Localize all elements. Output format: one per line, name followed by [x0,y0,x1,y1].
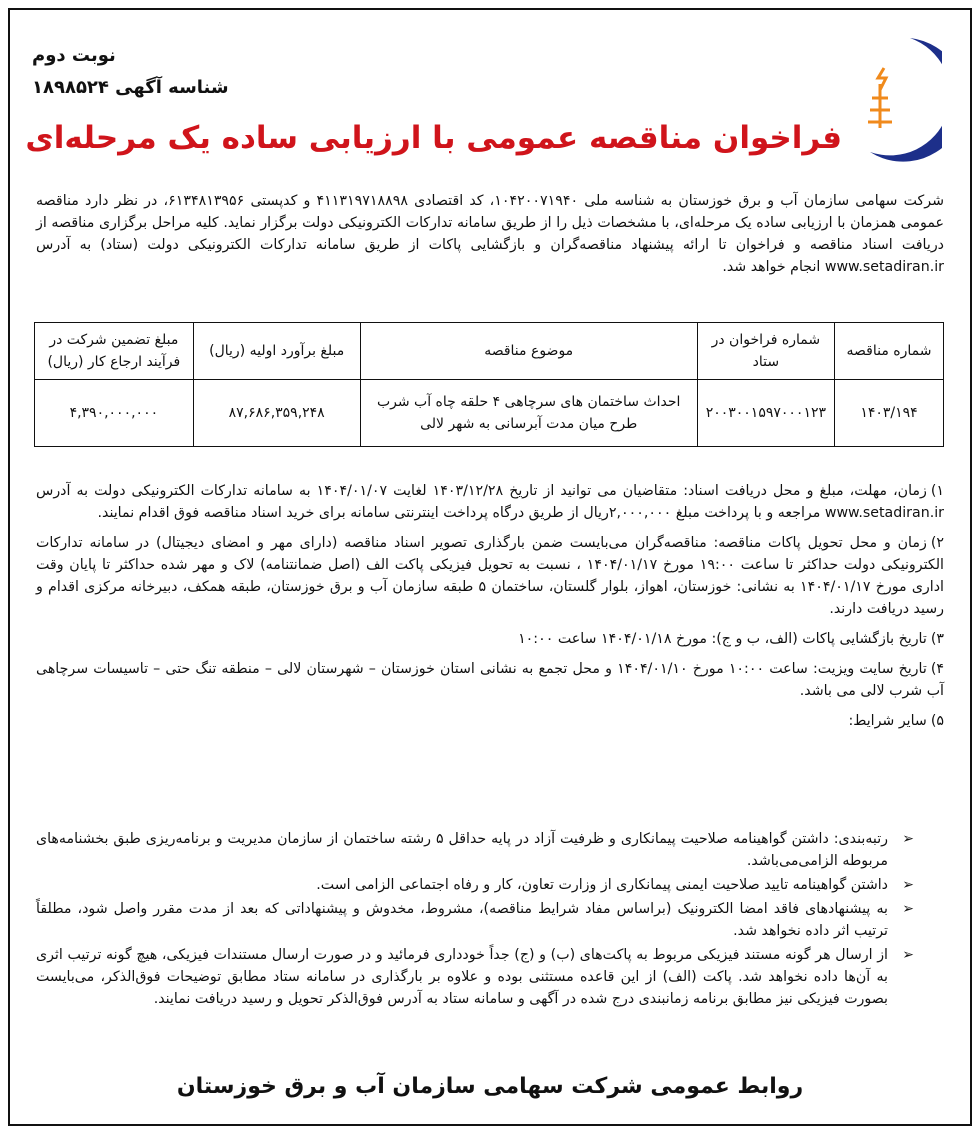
list-item: ➢ رتبه‌بندی: داشتن گواهینامه صلاحیت پیمانکاری و ظرفیت آزاد در پایه حداقل ۵ رشته ساختمان از سازمان مدیریت و برنامه‌ریزی طبق بخشنامه‌های مربوطه الزامی‌می‌باشد. [36,828,914,872]
tender-subject-cell: احداث ساختمان های سرچاهی ۴ حلقه چاه آب شرب طرح میان مدت آبرسانی به شهر لالی [360,380,697,447]
setad-number-cell: ۲۰۰۳۰۰۱۵۹۷۰۰۰۱۲۳ [697,380,834,447]
footer-signature: روابط عمومی شرکت سهامی سازمان آب و برق خوزستان [176,1074,804,1099]
conditions-list [36,828,914,1012]
tender-table [34,322,944,447]
table-header-row [35,323,944,380]
arrow-bullet-icon: ➢ [902,831,914,847]
list-item: ۴)تاریخ سایت ویزیت: ساعت ۱۰:۰۰ مورخ ۱۴۰۴/۰۱/۱۰ و محل تجمع به نشانی استان خوزستان – شهرستان لالی – منطقه تنگ حتی – تاسیسات سرچاهی آب شرب لالی می باشد. [36,661,944,699]
page-title: فراخوان مناقصه عمومی با ارزیابی ساده یک مرحله‌ای [25,120,842,156]
column-header: موضوع مناقصه [360,323,697,380]
list-item: ۳)تاریخ بازگشایی پاکات (الف، ب و ج): مورخ ۱۴۰۴/۰۱/۱۸ ساعت ۱۰:۰۰ [518,631,944,647]
tender-items [36,480,944,740]
table-row [35,380,944,447]
estimate-amount-cell: ۸۷,۶۸۶,۳۵۹,۲۴۸ [193,380,360,447]
intro-paragraph: شرکت سهامی سازمان آب و برق خوزستان به شناسه ملی ۱۰۴۲۰۰۷۱۹۴۰، کد اقتصادی ۴۱۱۳۱۹۷۱۸۸۹۸ و کدپستی ۶۱۳۴۸۱۳۹۵۶، در نظر دارد مناقصه عمومی همزمان با ارزیابی ساده یک مرحله‌ای، با مشخصات ذیل را از طریق سامانه تدارکات الکترونیکی دولت برگزار نماید. کلیه مراحل برگزاری مناقصه از دریافت اسناد مناقصه و فراخوان تا ارائه پیشنهاد مناقصه‌گران و بازگشایی پاکات از طریق سامانه تدارکات الکترونیکی دولت (ستاد) به آدرس www.setadiran.ir انجام خواهد شد. [36,193,944,275]
list-item: ۱)زمان، مهلت، مبلغ و محل دریافت اسناد: متقاضیان می توانید از تاریخ ۱۴۰۳/۱۲/۲۸ لغایت ۱۴۰۴/۰۱/۰۷ به سامانه تدارکات الکترونیکی دولت به آدرس www.setadiran.ir مراجعه و با پرداخت مبلغ ۲,۰۰۰,۰۰۰ریال از طریق درگاه پرداخت اینترنتی سامانه برای خرید اسناد مناقصه فوق اقدام نمایند. [36,483,945,521]
list-item: ➢ داشتن گواهینامه تایید صلاحیت ایمنی پیمانکاری از وزارت تعاون، کار و رفاه اجتماعی الزامی است. [36,874,914,896]
tender-notice [8,8,972,1126]
company-logo-icon [856,32,942,168]
column-header: مبلغ برآورد اولیه (ریال) [193,323,360,380]
column-header: شماره مناقصه [835,323,944,380]
guarantee-amount-cell: ۴,۳۹۰,۰۰۰,۰۰۰ [35,380,194,447]
column-header: مبلغ تضمین شرکت در فرآیند ارجاع کار (ریال) [35,323,194,380]
arrow-bullet-icon: ➢ [902,901,914,917]
publish-round: نوبت دوم [32,45,116,66]
arrow-bullet-icon: ➢ [902,947,914,963]
column-header: شماره فراخوان در ستاد [697,323,834,380]
tender-number-cell: ۱۴۰۳/۱۹۴ [835,380,944,447]
list-item: ➢ به پیشنهادهای فاقد امضا الکترونیک (براساس مفاد شرایط مناقصه)، مشروط، مخدوش و پیشنهاداتی که بعد از مدت مقرر واصل شود، مطلقاً ترتیب اثر داده نخواهد شد. [36,898,914,942]
notice-meta [32,40,229,104]
list-item: ۲)زمان و محل تحویل پاکات مناقصه: مناقصه‌گران می‌بایست ضمن بارگذاری تصویر اسناد مناقصه (دارای مهر و امضای دیجیتال) در سامانه تدارکات الکترونیکی دولت حداکثر تا ساعت ۱۹:۰۰ مورخ ۱۴۰۴/۰۱/۱۷ ، نسبت به تحویل فیزیکی پاکت الف (اصل ضمانتنامه) لاک و مهر شده حداکثر تا پایان وقت اداری مورخ ۱۴۰۴/۰۱/۱۷ به نشانی: خوزستان، اهواز، بلوار گلستان، ساختمان ۵ طبقه سازمان آب و برق خوزستان، طبقه همکف، دبیرخانه مرکزی اقدام و رسید دریافت دارند. [36,535,944,617]
arrow-bullet-icon: ➢ [902,877,914,893]
ad-identifier: شناسه آگهی ۱۸۹۸۵۲۴ [32,77,229,98]
list-item: ۵)سایر شرایط: [848,713,944,729]
list-item: ➢ از ارسال هر گونه مستند فیزیکی مربوط به پاکت‌های (ب) و (ج) جداً خودداری فرمائید و در صورت ارسال مستندات فیزیکی، هیچ گونه ترتیب اثری به آن‌ها داده نخواهد شد. پاکت (الف) از این قاعده مستثنی بوده و علاوه بر بارگذاری در سامانه ستاد مطابق توضیحات فوق‌الذکر، می‌بایست بصورت فیزیکی نیز مطابق برنامه زمانبندی درج شده در آگهی و سامانه ستاد به آدرس فوق‌الذکر تحویل و رسید دریافت نمایند. [36,944,914,1010]
